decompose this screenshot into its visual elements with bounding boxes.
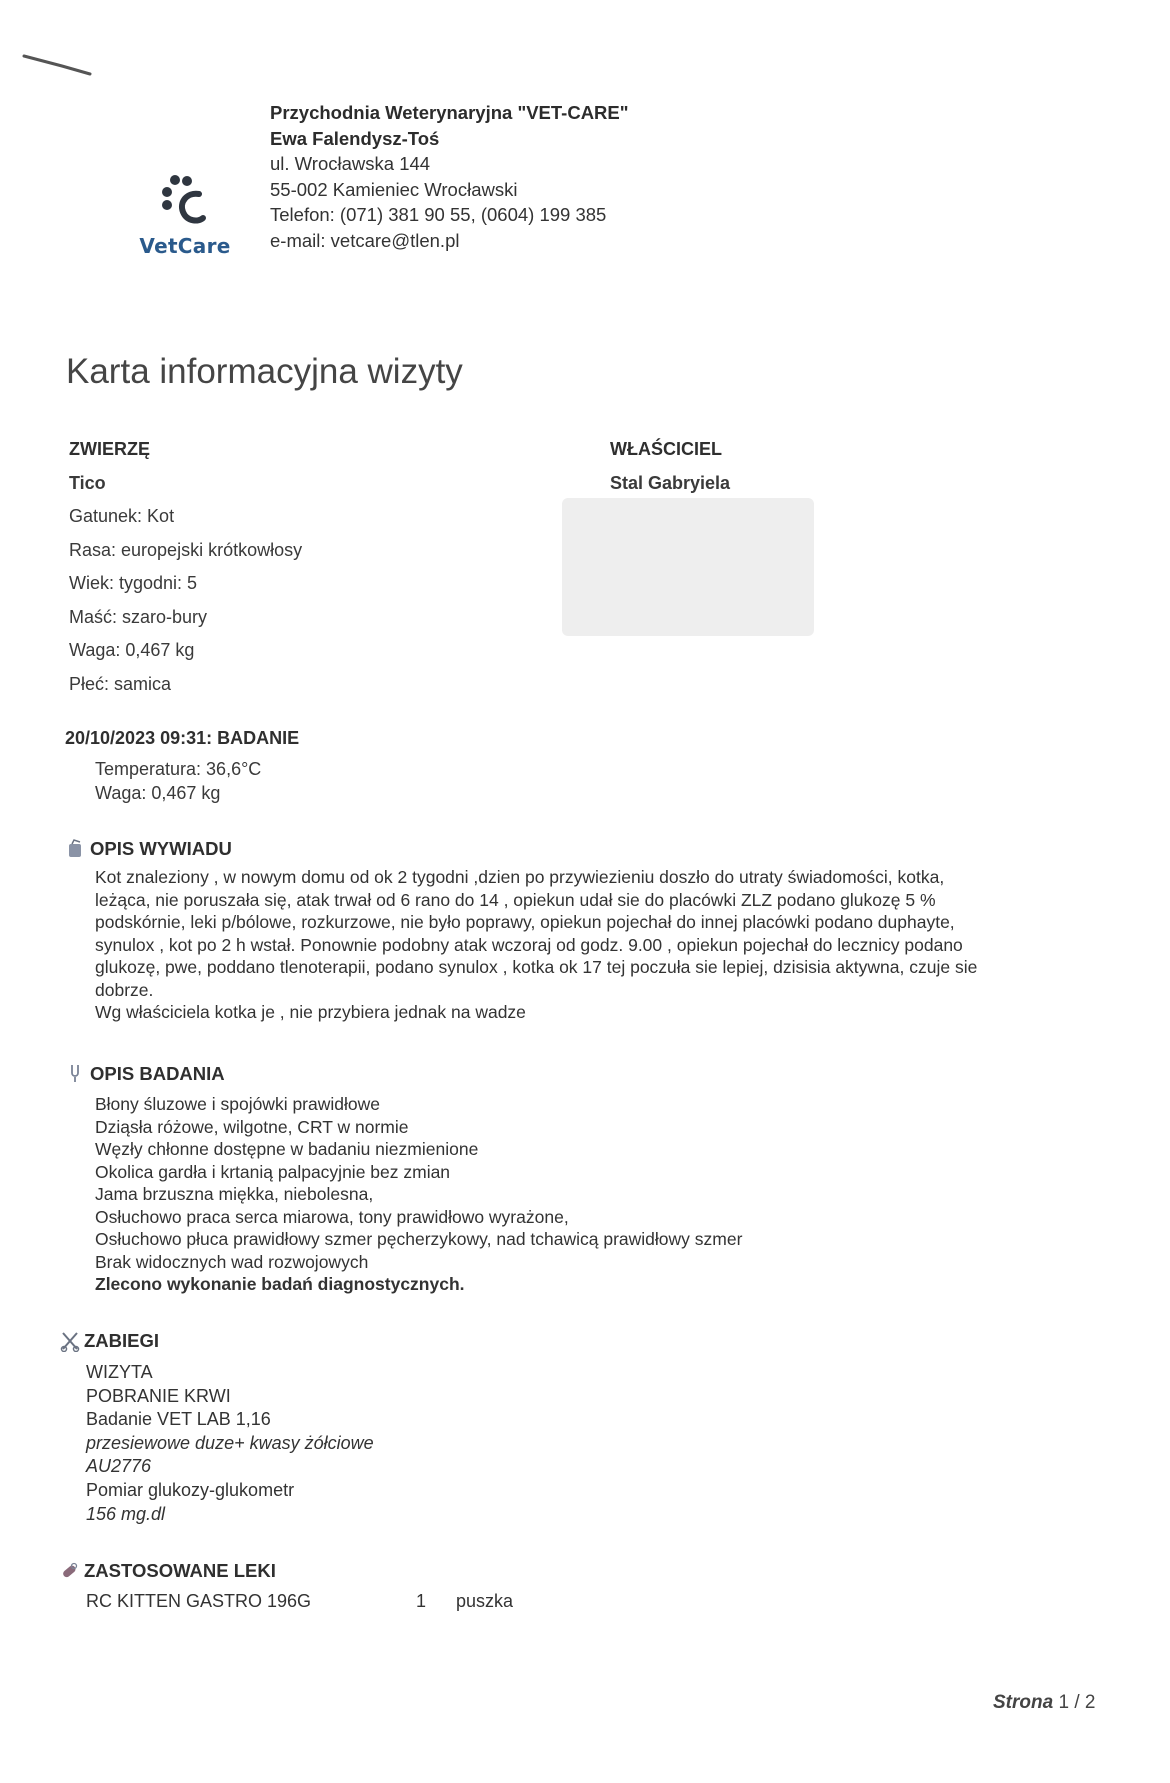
page-title: Karta informacyjna wizyty [66, 352, 463, 391]
animal-weight: Waga: 0,467 kg [69, 640, 195, 660]
interview-heading: OPIS WYWIADU [90, 838, 232, 859]
exam-heading-row [66, 1063, 225, 1085]
exam-text [95, 1093, 742, 1296]
exam-heading: OPIS BADANIA [90, 1063, 225, 1084]
page-number: 1 / 2 [1058, 1692, 1096, 1713]
procedure-detail: przesiewowe duze+ kwasy żółciowe [86, 1432, 374, 1453]
exam-line: Błony śluzowe i spojówki prawidłowe [95, 1094, 380, 1114]
drug-name: RC KITTEN GASTRO 196G [86, 1591, 312, 1611]
owner-heading: WŁAŚCICIEL [610, 439, 722, 459]
animal-coat: Maść: szaro-bury [69, 606, 208, 627]
animal-species: Gatunek: Kot [69, 506, 175, 526]
procedure-item: WIZYTA [86, 1362, 153, 1382]
exam-line: Osłuchowo płuca prawidłowy szmer pęcherzykowy, nad tchawicą prawidłowy szmer [95, 1229, 743, 1249]
procedure-code: AU2776 [86, 1456, 152, 1477]
drug-unit: puszka [456, 1591, 514, 1611]
visit-weight: Waga: 0,467 kg [95, 783, 221, 803]
glucose-value: 156 mg.dl [86, 1503, 166, 1524]
scan-artifact-mark [22, 52, 94, 80]
procedure-item: POBRANIE KRWI [86, 1385, 231, 1406]
animal-sex: Płeć: samica [69, 673, 172, 694]
animal-section [69, 438, 302, 706]
logo-text: VetCare [139, 234, 231, 258]
exam-line: Osłuchowo praca serca miarowa, tony prawidłowo wyrażone, [95, 1206, 569, 1227]
animal-heading: ZWIERZĘ [69, 439, 150, 459]
page-label: Strona [993, 1692, 1054, 1713]
drugs-heading: ZASTOSOWANE LEKI [84, 1560, 276, 1581]
interview-line: Kot znaleziony , w nowym domu od ok 2 tygodni ,dzien po przywiezieniu doszło do utraty świadomości, kotka, [95, 867, 945, 887]
procedure-item: Badanie VET LAB 1,16 [86, 1409, 271, 1430]
owner-section [610, 438, 730, 505]
clinic-street: ul. Wrocławska 144 [270, 153, 431, 174]
owner-name: Stal Gabryiela [610, 472, 731, 493]
visit-temperature: Temperatura: 36,6°C [95, 759, 262, 779]
exam-line: Brak widocznych wad rozwojowych [95, 1251, 369, 1272]
exam-line: Jama brzuszna miękka, niebolesna, [95, 1184, 374, 1204]
clinic-name: Przychodnia Weterynaryjna "VET-CARE" [270, 102, 629, 123]
drug-qty: 1 [416, 1591, 427, 1611]
pill-icon [60, 1560, 80, 1582]
interview-text [95, 866, 977, 1024]
redacted-owner-address [562, 498, 814, 636]
procedures-heading: ZABIEGI [84, 1330, 160, 1351]
procedures-heading-row [60, 1330, 159, 1352]
interview-line: synulox , kot po 2 h wstał. Ponownie podobny atak wczoraj od godz. 9.00 , opiekun pojechał do lecznicy podano [95, 934, 963, 955]
clinic-logo [130, 172, 240, 272]
stethoscope-icon [66, 1063, 86, 1085]
interview-line: dobrze. [95, 979, 154, 1000]
interview-line: podskórnie, leki p/bólowe, rozkurzowe, nie było poprawy, opiekun pojechał do innej placówki podano duphayte, [95, 912, 955, 932]
animal-name: Tico [69, 472, 106, 493]
clinic-city: 55-002 Kamieniec Wrocławski [270, 178, 518, 200]
exam-line: Dziąsła różowe, wilgotne, CRT w normie [95, 1116, 409, 1137]
visit-heading: 20/10/2023 09:31: BADANIE [65, 728, 300, 748]
exam-conclusion: Zlecono wykonanie badań diagnostycznych. [95, 1274, 465, 1294]
page-footer [993, 1692, 1095, 1714]
interview-line: Wg właściciela kotka je , nie przybiera jednak na wadze [95, 1002, 526, 1022]
animal-breed: Rasa: europejski krótkowłosy [69, 539, 303, 560]
clinic-owner: Ewa Falendysz-Toś [270, 127, 440, 149]
interview-heading-row [66, 838, 232, 860]
animal-age: Wiek: tygodni: 5 [69, 573, 198, 593]
clipboard-icon [66, 838, 86, 860]
exam-line: Węzły chłonne dostępne w badaniu niezmienione [95, 1139, 479, 1159]
scissors-icon [60, 1330, 80, 1352]
interview-line: leżąca, nie poruszała się, atak trwał od 6 rano do 14 , opiekun udał sie do placówki ZLZ podano glukozę 5 % [95, 889, 936, 910]
exam-line: Okolica gardła i krtanią palpacyjnie bez zmian [95, 1161, 451, 1182]
clinic-header [270, 100, 629, 253]
clinic-phone: Telefon: (071) 381 90 55, (0604) 199 385 [270, 204, 607, 225]
procedures-text [86, 1361, 374, 1526]
clinic-email: e-mail: vetcare@tlen.pl [270, 229, 460, 251]
visit-values [95, 757, 261, 805]
procedure-item: Pomiar glukozy-glukometr [86, 1479, 295, 1500]
drugs-heading-row [60, 1560, 276, 1582]
paw-icon [157, 172, 213, 232]
interview-line: glukozę, pwe, poddano tlenoterapii, podano synulox , kotka ok 17 tej poczuła sie lepiej, dzisisia aktywna, czuje sie [95, 957, 978, 977]
